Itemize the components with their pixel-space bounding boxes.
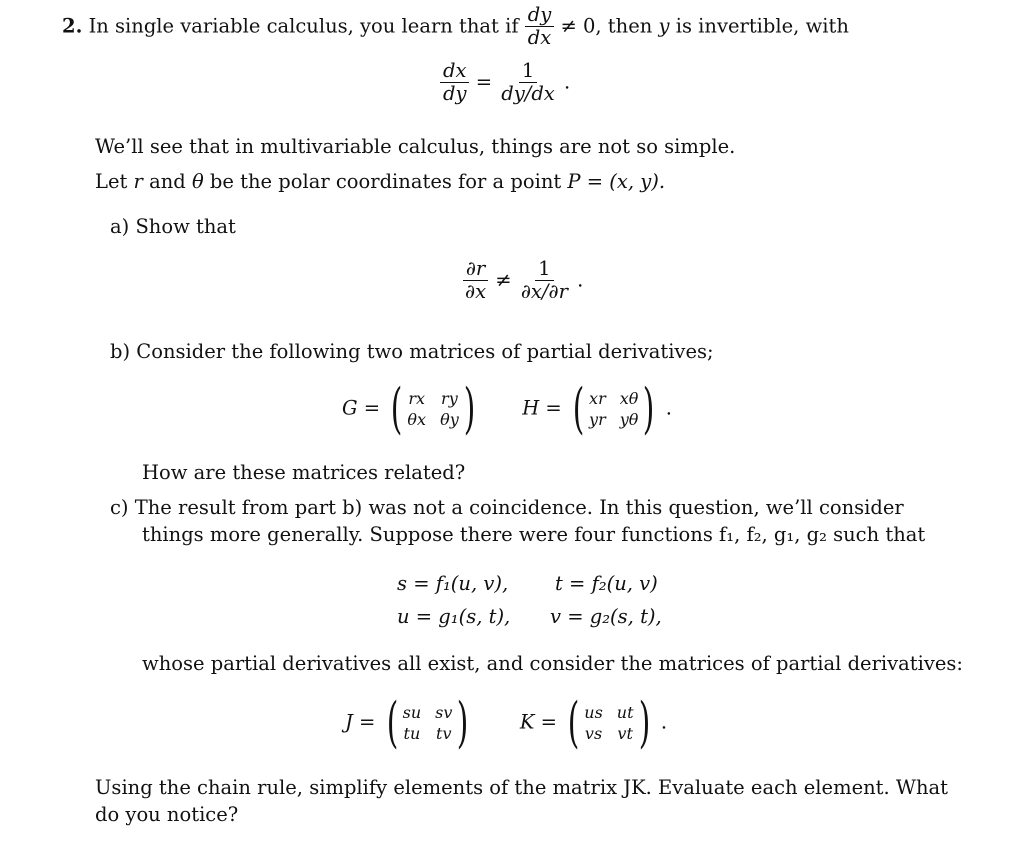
right-paren-icon: ): [457, 691, 469, 754]
pa-lhs-den: ∂x: [465, 280, 487, 304]
j-entry: tu: [403, 724, 421, 743]
part-c-line1: [110, 496, 904, 519]
cond-fraction: [525, 4, 555, 50]
part-c-text1: The result from part b) was not a coincidence. In this question, we’ll consider: [134, 496, 904, 519]
system-row-2: [397, 605, 510, 628]
part-a-text: Show that: [135, 215, 236, 238]
intro-text-after: is invertible, with: [675, 14, 849, 38]
pa-rhs-den: ∂x/∂r: [520, 280, 568, 304]
h-entry: yθ: [619, 410, 639, 429]
problem-number: 2.: [62, 14, 83, 38]
eq1-lhs-num: dx: [440, 60, 469, 83]
polar-r: r: [133, 170, 143, 193]
k-matrix-name: K =: [519, 710, 557, 734]
k-entry: vs: [584, 724, 603, 743]
closing-line-1: Using the chain rule, simplify elements of the matrix JK. Evaluate each element. What: [95, 776, 948, 799]
g-entry: ry: [441, 388, 458, 408]
polar-theta: θ: [191, 170, 204, 193]
part-b-text: Consider the following two matrices of partial derivatives;: [136, 340, 714, 363]
g-matrix: [386, 377, 479, 440]
matrices-jk: [345, 691, 668, 754]
j-matrix: [382, 691, 474, 754]
part-b-label: b): [110, 340, 131, 363]
h-matrix: [568, 377, 660, 440]
left-paren-icon: (: [391, 377, 403, 440]
left-paren-icon: (: [572, 377, 585, 440]
g-entry: rx: [408, 388, 426, 408]
polar-point: P = (x, y).: [567, 170, 666, 193]
multivariable-line: We’ll see that in multivariable calculus, things are not so simple.: [95, 135, 736, 158]
right-paren-icon: ): [463, 377, 476, 440]
k-entry: ut: [616, 702, 634, 722]
j-entry: tv: [436, 724, 452, 743]
eq1-rhs-den: dy/dx: [501, 82, 555, 106]
j-entry: sv: [435, 702, 453, 722]
polar-text-c: be the polar coordinates for a point: [209, 170, 562, 193]
closing-line-2: do you notice?: [95, 803, 239, 826]
eq1-rhs: [498, 60, 558, 106]
pa-rhs: [518, 258, 571, 304]
system-row-1: [397, 572, 508, 595]
part-c-text3: whose partial derivatives all exist, and consider the matrices of partial derivatives:: [142, 652, 963, 675]
polar-text-b: and: [149, 170, 186, 193]
pa-end: .: [577, 268, 584, 292]
system-row-1b: [555, 572, 658, 595]
part-c-text2: things more generally. Suppose there were four functions f₁, f₂, g₁, g₂ such that: [142, 523, 926, 546]
right-paren-icon: ): [643, 377, 655, 440]
gh-end: .: [665, 396, 672, 420]
pa-rhs-num: 1: [535, 258, 553, 281]
jk-end: .: [660, 710, 668, 734]
g-entry: θx: [407, 410, 427, 429]
g-entry: θy: [440, 410, 459, 429]
cond-relation: ≠ 0, then: [560, 14, 653, 38]
h-entry: xr: [589, 388, 606, 408]
problem-intro-line: [62, 4, 849, 50]
part-a-heading: [110, 215, 236, 238]
k-matrix: [563, 691, 654, 754]
system-eq: v = g₂(s, t),: [550, 605, 662, 628]
j-matrix-name: J =: [345, 710, 376, 734]
intro-text-before: In single variable calculus, you learn that if: [88, 14, 519, 38]
h-matrix-name: H =: [522, 396, 562, 420]
pa-lhs-num: ∂r: [463, 258, 488, 281]
eq1-end: .: [564, 70, 571, 94]
eq1-lhs: [440, 60, 470, 106]
system-row-2b: [550, 605, 662, 628]
part-b-question: How are these matrices related?: [142, 461, 466, 484]
h-entry: yr: [589, 410, 606, 429]
part-a-label: a): [110, 215, 130, 238]
right-paren-icon: ): [638, 691, 650, 754]
left-paren-icon: (: [567, 691, 580, 754]
pa-relation: ≠: [495, 268, 512, 292]
j-entry: su: [402, 702, 422, 722]
cond-var: y: [658, 14, 670, 38]
g-matrix-name: G =: [342, 396, 381, 420]
pa-lhs: [462, 258, 489, 304]
polar-line: [95, 170, 665, 193]
eq1-lhs-den: dy: [443, 82, 467, 106]
part-a-equation: [462, 258, 583, 304]
matrices-gh: [342, 377, 672, 440]
left-paren-icon: (: [386, 691, 398, 754]
h-entry: xθ: [619, 388, 639, 408]
system-eq: t = f₂(u, v): [555, 572, 658, 595]
part-c-label: c): [110, 496, 129, 519]
eq1-rhs-num: 1: [519, 60, 537, 83]
equation-inverse-derivative: [440, 60, 570, 106]
system-eq: s = f₁(u, v),: [397, 572, 509, 595]
k-entry: us: [584, 702, 603, 722]
cond-den: dx: [527, 26, 552, 50]
eq1-relation: =: [475, 70, 493, 94]
system-eq: u = g₁(s, t),: [397, 605, 511, 628]
polar-text-a: Let: [95, 170, 128, 193]
cond-num: dy: [525, 4, 555, 27]
part-b-heading: [110, 340, 714, 363]
k-entry: vt: [617, 724, 633, 743]
